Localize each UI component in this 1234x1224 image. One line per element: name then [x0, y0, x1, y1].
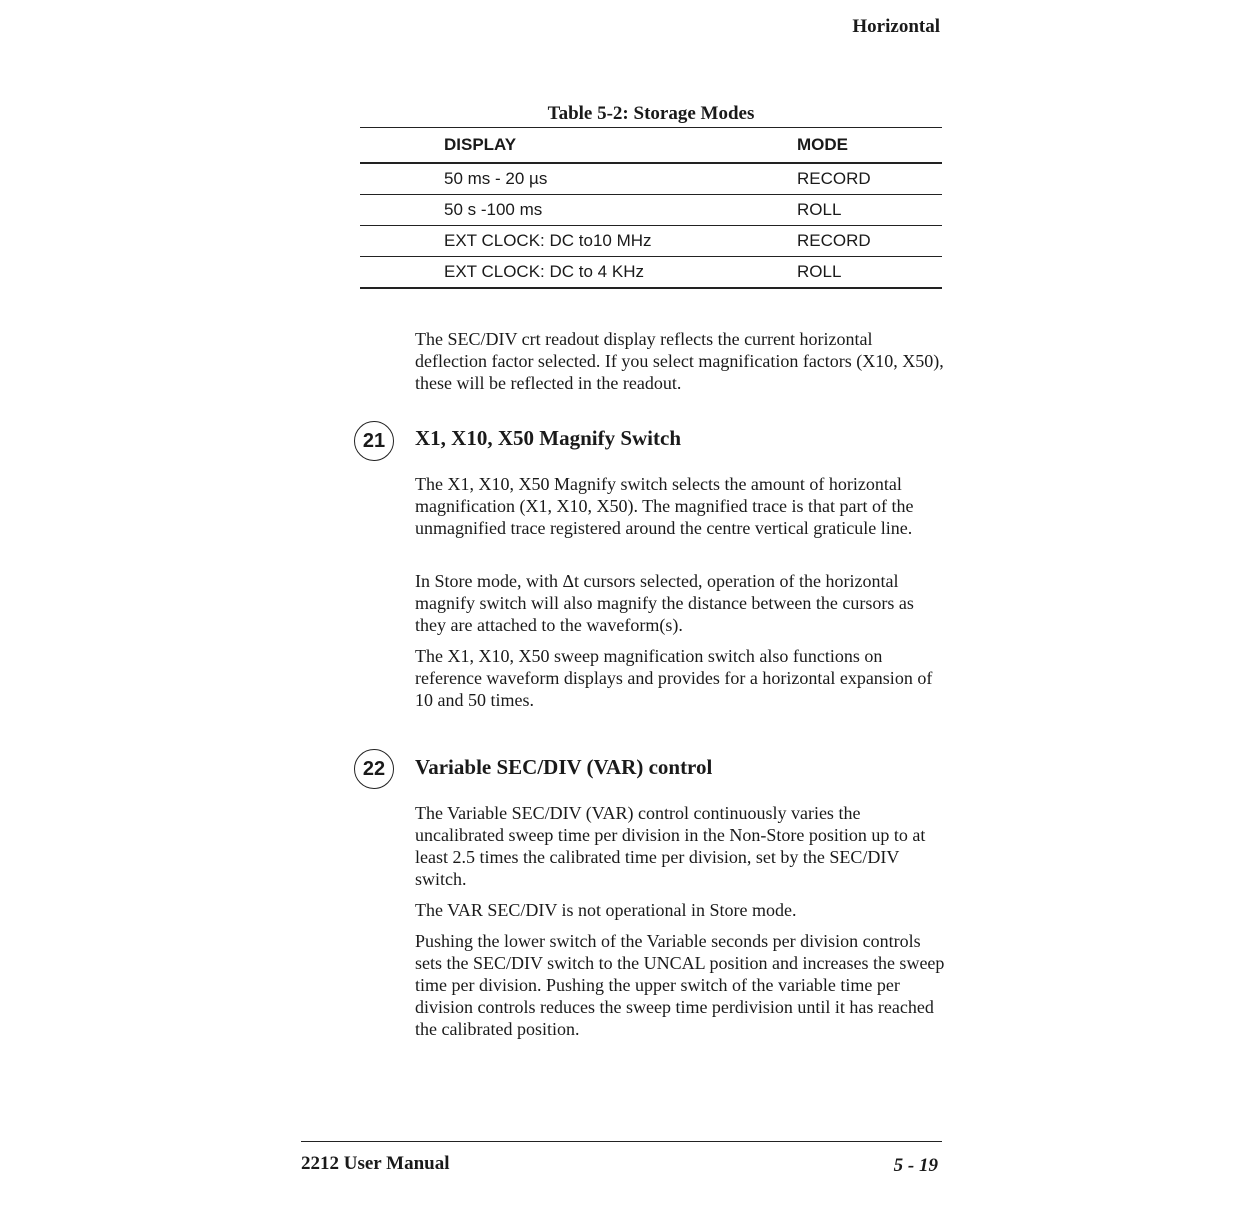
cell-display: EXT CLOCK: DC to10 MHz: [444, 231, 652, 250]
section-number-badge: 22: [354, 749, 394, 789]
section-paragraph: The Variable SEC/DIV (VAR) control continuously varies the uncalibrated sweep time per division in the Non-Store position up to at least 2.5 times the calibrated time per division, set by the SEC/DIV switch.: [415, 803, 926, 889]
section-paragraph: The X1, X10, X50 Magnify switch selects the amount of horizontal magnification (X1, X10, X50). The magnified trace is that part of the unmagnified trace registered around the centre vertical graticule line.: [415, 474, 914, 538]
table-row: [360, 163, 942, 195]
cell-display: EXT CLOCK: DC to 4 KHz: [444, 262, 644, 281]
table-row: [360, 226, 942, 257]
section-paragraph: Pushing the lower switch of the Variable seconds per division controls sets the SEC/DIV switch to the UNCAL position and increases the sweep time per division. Pushing the upper switch of the variable time per division controls reduces the sweep time perdivision until it has reached the calibrated position.: [415, 931, 945, 1039]
section-heading: Variable SEC/DIV (VAR) control: [415, 755, 713, 779]
column-header-display: DISPLAY: [444, 135, 517, 154]
cell-mode: ROLL: [797, 262, 842, 281]
table-caption: Table 5-2: Storage Modes: [547, 103, 755, 124]
table-row: [360, 195, 942, 226]
table-row: [360, 257, 942, 289]
cell-mode: RECORD: [797, 169, 871, 188]
section-number-badge: 21: [354, 421, 394, 461]
running-header: Horizontal: [852, 16, 940, 37]
cell-mode: ROLL: [797, 200, 842, 219]
cell-display: 50 s -100 ms: [444, 200, 543, 219]
table-header-row: [360, 128, 942, 164]
storage-modes-table: [360, 127, 942, 289]
section-paragraph: In Store mode, with Δt cursors selected, operation of the horizontal magnify switch will also magnify the distance between the cursors as they are attached to the waveform(s).: [415, 571, 914, 635]
cell-display: 50 ms - 20 µs: [444, 169, 548, 188]
page-number: 5 - 19: [893, 1155, 938, 1176]
cell-mode: RECORD: [797, 231, 871, 250]
footer-manual-title: 2212 User Manual: [301, 1153, 450, 1174]
section-paragraph: The X1, X10, X50 sweep magnification switch also functions on reference waveform displays and provides for a horizontal expansion of 10 and 50 times.: [415, 646, 933, 710]
footer-divider: [301, 1141, 942, 1142]
column-header-mode: MODE: [797, 135, 848, 154]
intro-paragraph: The SEC/DIV crt readout display reflects the current horizontal deflection factor selected. If you select magnification factors (X10, X50), these will be reflected in the readout.: [415, 329, 944, 393]
section-heading: X1, X10, X50 Magnify Switch: [415, 426, 681, 450]
section-paragraph: The VAR SEC/DIV is not operational in Store mode.: [415, 900, 797, 920]
